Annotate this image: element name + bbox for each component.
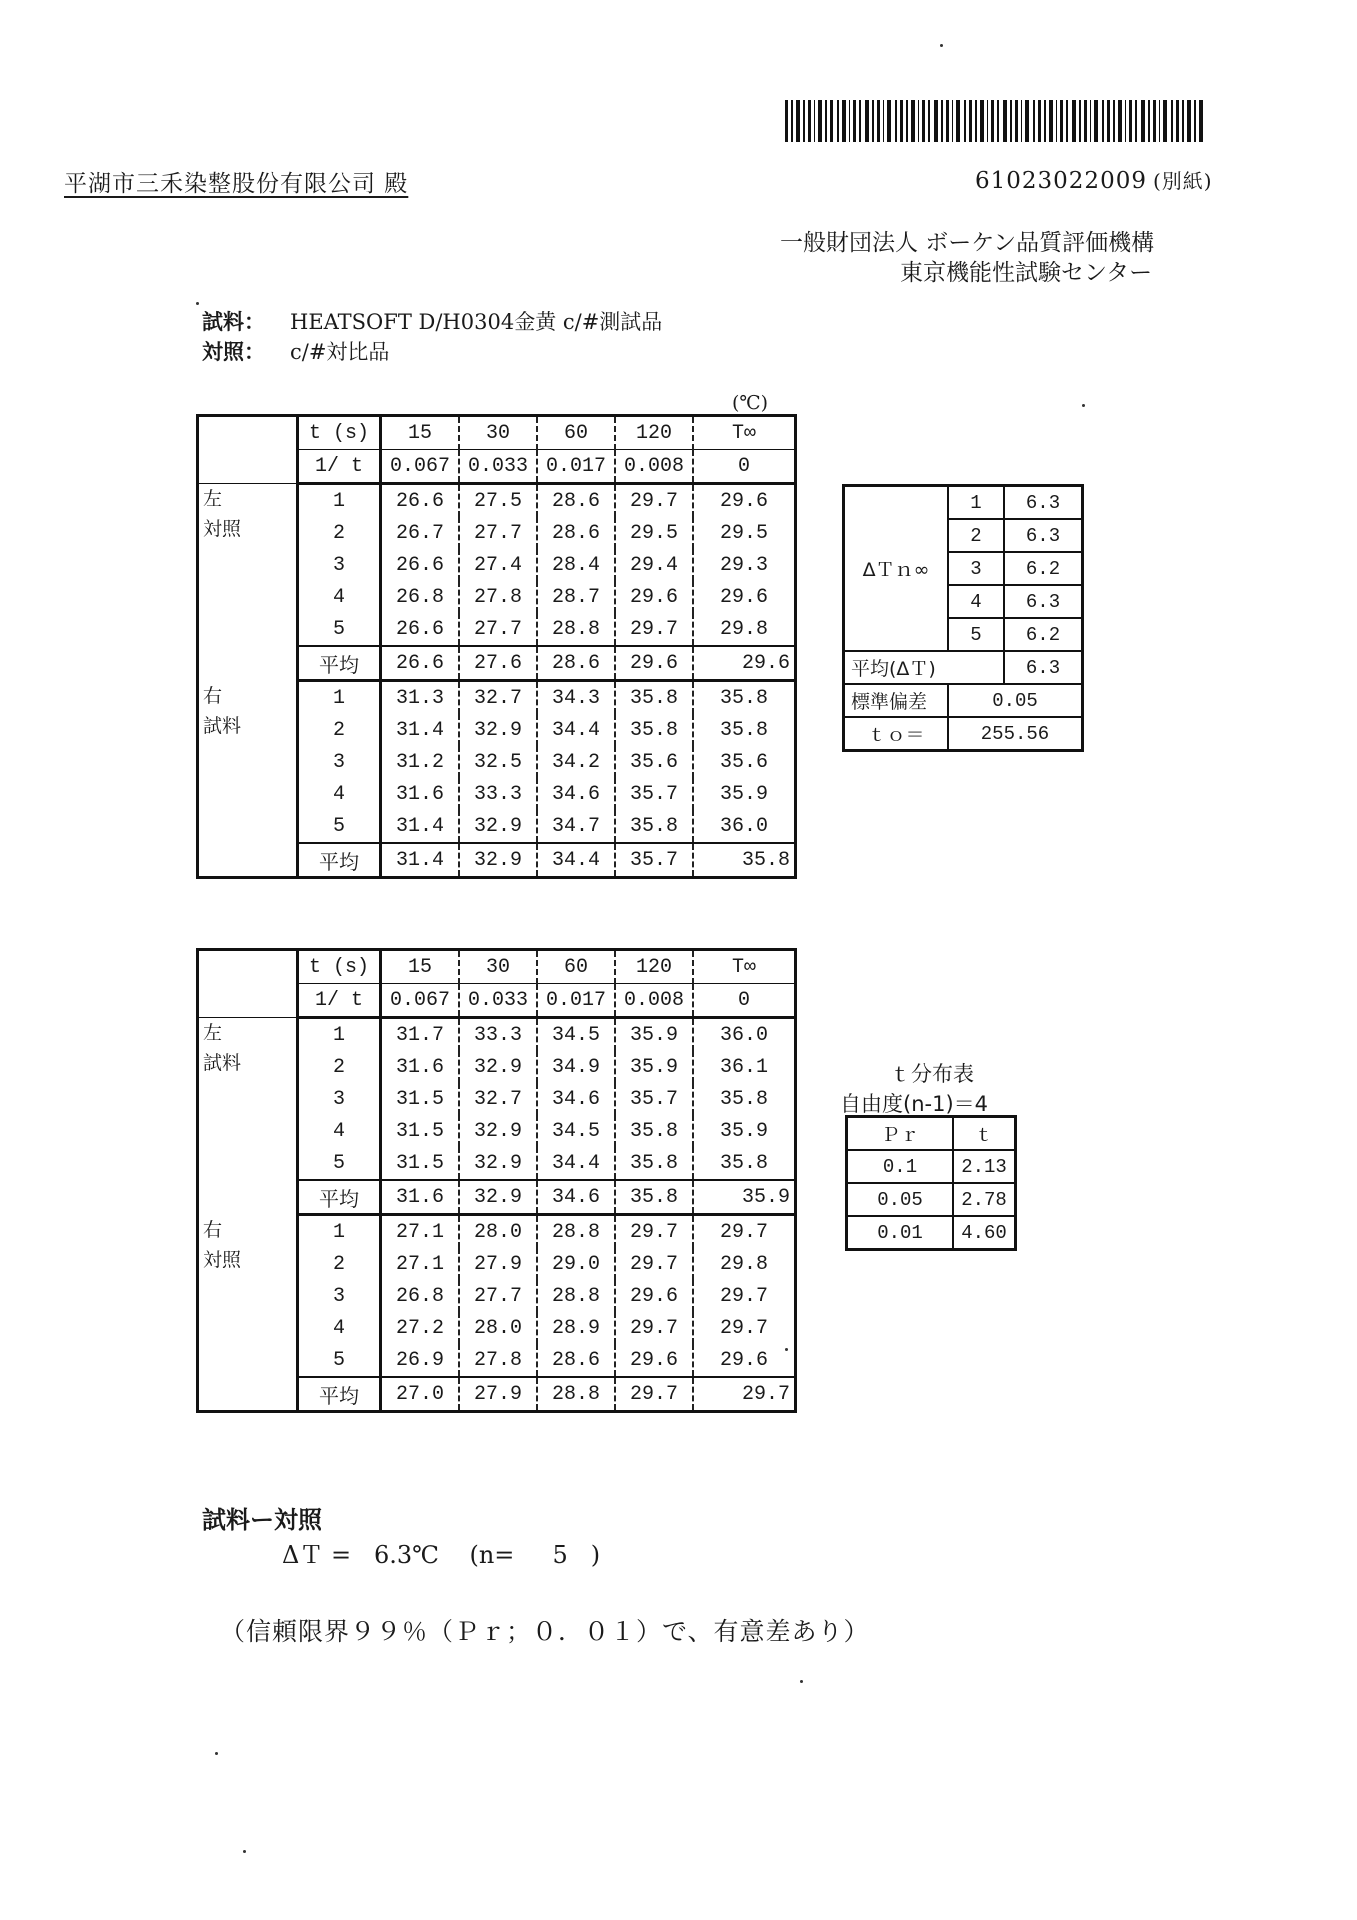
delta-index: 2 [948,519,1004,552]
table-cell: 32.9 [459,1051,537,1083]
group-label [198,1018,298,1215]
table-cell: 34.6 [537,778,615,810]
degrees-of-freedom: 自由度(n-1)＝4 [840,1092,988,1116]
table-cell: 1 [298,1215,381,1249]
table-row [198,484,796,518]
table-cell: 2 [298,517,381,549]
to-value: 255.56 [948,717,1083,751]
table-cell: 32.9 [459,1115,537,1147]
table-cell: 26.6 [381,549,460,581]
average-cell: 28.6 [537,646,615,681]
table-cell: 27.4 [459,549,537,581]
table-cell: 35.8 [615,714,693,746]
average-label: 平均 [298,1180,381,1215]
table-cell: 29.6 [719,489,768,513]
table-cell: 29.5 [615,517,693,549]
table-cell: 2 [298,1248,381,1280]
header-cell: 1/ t [298,450,381,484]
sample-key: 試料： [202,310,265,334]
empty-header-cell [198,416,298,484]
delta-label: ΔＴｎ∞ [844,486,949,652]
header-cell: t (s) [298,950,381,984]
table-cell: 35.8 [615,1115,693,1147]
sample-line [202,306,662,336]
delta-index: 5 [948,618,1004,651]
table-cell: 29.7 [615,484,693,518]
delta-average-row [844,651,1083,684]
table-cell: 32.7 [459,681,537,715]
delta-index: 4 [948,585,1004,618]
table-cell: 3 [298,1083,381,1115]
delta-average-value: 6.3 [1004,651,1083,684]
scan-speck [243,1850,246,1853]
sample-value: HEATSOFT D/H0304金黄 c/#測試品 [290,310,663,334]
t-distribution-header-row [847,1117,1016,1151]
delta-value: 6.2 [1004,552,1083,585]
average-cell: 28.8 [537,1377,615,1412]
group-label-line: 試料 [203,714,242,737]
header-cell: 0.017 [537,450,615,484]
table-cell: 36.0 [719,1023,768,1047]
table-cell: 27.7 [459,1280,537,1312]
t-distribution-row [847,1216,1016,1250]
delta-index: 1 [948,486,1004,520]
table-cell: 32.9 [459,1147,537,1180]
document-number-line [975,165,1213,194]
empty-header-cell [198,950,298,1018]
table-cell: 35.8 [719,686,768,710]
table-cell: 29.7 [615,1215,693,1249]
table-cell: 5 [298,810,381,843]
table-cell: 29.6 [615,1280,693,1312]
header-cell: 0.067 [381,984,460,1018]
header-cell: 120 [615,950,693,984]
average-cell: 26.6 [381,646,460,681]
group-label-line: 試料 [203,1052,242,1074]
group-label-line: 対照 [203,1248,242,1271]
table-cell: 35.8 [615,810,693,843]
table-cell: 29.6 [719,1348,768,1372]
table-cell: 27.7 [459,517,537,549]
std-dev-row [844,684,1083,717]
table-cell: 28.7 [537,581,615,613]
table-cell: 27.5 [459,484,537,518]
header-cell: 0 [693,984,796,1018]
table-cell: 32.7 [459,1083,537,1115]
header-cell: 60 [537,416,615,450]
table-cell: 29.7 [719,1284,768,1308]
conclusion-formula: ΔＴ = 6.3℃ (n= 5 ) [282,1541,601,1569]
scan-speck [785,1348,788,1351]
table-cell: 31.4 [381,714,460,746]
t-value: 2.78 [953,1183,1016,1216]
table-cell: 29.6 [615,581,693,613]
delta-value: 6.3 [1004,486,1083,520]
table-cell: 33.3 [459,778,537,810]
average-cell: 27.9 [459,1377,537,1412]
table-header-row [198,416,796,450]
group-label-line: 右 [203,1218,223,1241]
control-value: c/#対比品 [290,340,390,364]
table-cell: 4 [298,1312,381,1344]
table-cell: 29.3 [719,553,768,577]
average-label: 平均 [298,1377,381,1412]
delta-table [842,484,1084,752]
delta-value: 6.3 [1004,585,1083,618]
table-cell: 34.6 [537,1083,615,1115]
table-cell: 27.8 [459,1344,537,1377]
table-cell: 29.4 [615,549,693,581]
table-cell: 1 [298,1018,381,1052]
header-cell: 15 [381,950,460,984]
average-cell: 31.4 [381,843,460,878]
header-cell: 0.008 [615,450,693,484]
table-cell: 29.7 [615,613,693,646]
pr-value: 0.01 [847,1216,954,1250]
average-cell: 35.7 [615,843,693,878]
table-cell: 27.2 [381,1312,460,1344]
delta-value: 6.2 [1004,618,1083,651]
table-cell: 35.6 [615,746,693,778]
header-cell: 30 [459,950,537,984]
table-cell: 31.6 [381,1051,460,1083]
header-cell: 0.067 [381,450,460,484]
t-distribution-title: ｔ分布表 [890,1062,974,1086]
table-cell: 32.9 [459,714,537,746]
delta-row [844,486,1083,520]
table-cell: 31.7 [381,1018,460,1052]
measurement-table-2 [196,948,797,1413]
header-cell: 1/ t [298,984,381,1018]
table-cell: 34.7 [537,810,615,843]
header-cell: T∞ [693,416,796,450]
table-cell: 29.7 [719,1316,768,1340]
std-dev-value: 0.05 [948,684,1083,717]
unit-label: (℃) [732,392,769,414]
table-cell: 29.8 [719,1252,768,1276]
header-cell: 0.008 [615,984,693,1018]
table-cell: 26.7 [381,517,460,549]
table-cell: 35.8 [615,1147,693,1180]
group-label-line: 右 [203,684,223,707]
table-cell: 26.8 [381,1280,460,1312]
average-label: 平均 [298,843,381,878]
organization-name: 一般財団法人 ボーケン品質評価機構 [780,230,1155,256]
average-cell: 32.9 [459,843,537,878]
table-cell: 29.8 [719,617,768,641]
table-cell: 28.6 [537,1344,615,1377]
delta-value: 6.3 [1004,519,1083,552]
table-cell: 32.9 [459,810,537,843]
group-label-line: 対照 [203,518,242,540]
table-cell: 28.8 [537,613,615,646]
table-cell: 5 [298,1344,381,1377]
header-cell: 30 [459,416,537,450]
table-cell: 28.0 [459,1215,537,1249]
barcode-graphic [785,100,1205,142]
header-cell: 0 [693,450,796,484]
table-cell: 29.7 [615,1312,693,1344]
table-cell: 35.9 [719,1119,768,1143]
table-cell: 35.9 [615,1018,693,1052]
average-cell: 27.6 [459,646,537,681]
table-cell: 28.9 [537,1312,615,1344]
table-cell: 31.3 [381,681,460,715]
table-cell: 5 [298,1147,381,1180]
table-cell: 34.4 [537,1147,615,1180]
average-cell: 35.8 [693,843,796,878]
table-cell: 34.4 [537,714,615,746]
scan-speck [1082,404,1085,407]
table-cell: 36.1 [719,1055,768,1079]
group-label [198,484,298,681]
average-cell: 29.6 [615,646,693,681]
table-cell: 34.5 [537,1115,615,1147]
table-cell: 29.0 [537,1248,615,1280]
average-cell: 27.0 [381,1377,460,1412]
table-cell: 33.3 [459,1018,537,1052]
table-cell: 4 [298,778,381,810]
scan-speck [940,44,943,47]
delta-index: 3 [948,552,1004,585]
table-cell: 35.7 [615,1083,693,1115]
document-number: 61023022009 [975,168,1147,194]
average-label: 平均 [298,646,381,681]
header-cell: Ｐｒ [847,1117,954,1151]
average-cell: 32.9 [459,1180,537,1215]
table-cell: 27.1 [381,1248,460,1280]
table-cell: 31.2 [381,746,460,778]
table-cell: 34.2 [537,746,615,778]
table-cell: 4 [298,1115,381,1147]
average-cell: 29.6 [693,646,796,681]
table-cell: 3 [298,746,381,778]
table-cell: 1 [298,484,381,518]
table-cell: 5 [298,613,381,646]
table-cell: 27.9 [459,1248,537,1280]
table-cell: 31.4 [381,810,460,843]
table-cell: 26.8 [381,581,460,613]
group-label [198,1215,298,1412]
barcode [785,100,1205,142]
table-cell: 28.4 [537,549,615,581]
scan-speck [800,1680,803,1683]
table-cell: 31.5 [381,1115,460,1147]
scan-speck [215,1752,218,1755]
table-cell: 34.3 [537,681,615,715]
to-label: ｔｏ＝ [844,717,949,751]
table-cell: 26.9 [381,1344,460,1377]
group-label-line: 左 [203,488,223,510]
group-label-line: 左 [203,1022,223,1044]
table-cell: 27.1 [381,1215,460,1249]
table-cell: 1 [298,681,381,715]
table-cell: 31.6 [381,778,460,810]
table-cell: 34.9 [537,1051,615,1083]
table-cell: 36.0 [719,814,768,838]
table-cell: 29.5 [719,521,768,545]
table-row [198,1018,796,1052]
header-cell: 60 [537,950,615,984]
table-row [198,1215,796,1249]
pr-value: 0.05 [847,1183,954,1216]
table-cell: 28.6 [537,517,615,549]
table-cell: 29.7 [615,1248,693,1280]
header-cell: 120 [615,416,693,450]
table-cell: 35.8 [719,718,768,742]
table-cell: 28.8 [537,1280,615,1312]
t-value: 2.13 [953,1150,1016,1183]
table-cell: 26.6 [381,484,460,518]
header-cell: 0.017 [537,984,615,1018]
table-cell: 28.6 [537,484,615,518]
header-cell: 15 [381,416,460,450]
average-cell: 31.6 [381,1180,460,1215]
group-label [198,681,298,878]
table-header-row [198,950,796,984]
table-row [198,681,796,715]
table-cell: 4 [298,581,381,613]
addressee: 平湖市三禾染整股份有限公司 殿 [64,171,409,197]
table-cell: 3 [298,549,381,581]
header-cell: ｔ [953,1117,1016,1151]
document-note: (別紙) [1152,169,1213,193]
table-cell: 35.7 [615,778,693,810]
table-cell: 28.0 [459,1312,537,1344]
header-cell: t (s) [298,416,381,450]
control-key: 対照： [202,340,265,364]
table-cell: 35.6 [719,750,768,774]
table-cell: 34.5 [537,1018,615,1052]
measurement-table-1 [196,414,797,879]
table-cell: 31.5 [381,1083,460,1115]
header-cell: 0.033 [459,984,537,1018]
table-cell: 29.6 [719,585,768,609]
table-cell: 35.8 [615,681,693,715]
average-cell: 29.7 [693,1377,796,1412]
std-dev-label: 標準偏差 [844,684,949,717]
scan-speck [196,302,199,305]
average-cell: 35.8 [615,1180,693,1215]
table-cell: 29.6 [615,1344,693,1377]
average-cell: 35.9 [693,1180,796,1215]
table-cell: 32.5 [459,746,537,778]
to-row [844,717,1083,751]
table-cell: 26.6 [381,613,460,646]
control-line [202,336,389,366]
table-cell: 27.7 [459,613,537,646]
table-cell: 35.9 [615,1051,693,1083]
table-cell: 27.8 [459,581,537,613]
table-cell: 35.8 [719,1087,768,1111]
average-cell: 34.4 [537,843,615,878]
average-cell: 29.7 [615,1377,693,1412]
table-cell: 28.8 [537,1215,615,1249]
delta-average-label: 平均(ΔＴ) [844,651,1005,684]
t-distribution-table [845,1115,1017,1251]
header-cell: 0.033 [459,450,537,484]
organization-center: 東京機能性試験センター [900,260,1153,286]
table-cell: 35.9 [719,782,768,806]
table-cell: 3 [298,1280,381,1312]
table-cell: 35.8 [719,1151,768,1175]
table-cell: 2 [298,714,381,746]
t-distribution-row [847,1150,1016,1183]
header-cell: T∞ [693,950,796,984]
table-cell: 2 [298,1051,381,1083]
table-cell: 29.7 [719,1220,768,1244]
average-cell: 34.6 [537,1180,615,1215]
t-distribution-row [847,1183,1016,1216]
pr-value: 0.1 [847,1150,954,1183]
conclusion-statement: （信頼限界９９％（Ｐｒ；０．０１）で、有意差あり） [220,1617,870,1646]
t-value: 4.60 [953,1216,1016,1250]
table-cell: 31.5 [381,1147,460,1180]
conclusion-heading: 試料ー対照 [202,1506,322,1534]
